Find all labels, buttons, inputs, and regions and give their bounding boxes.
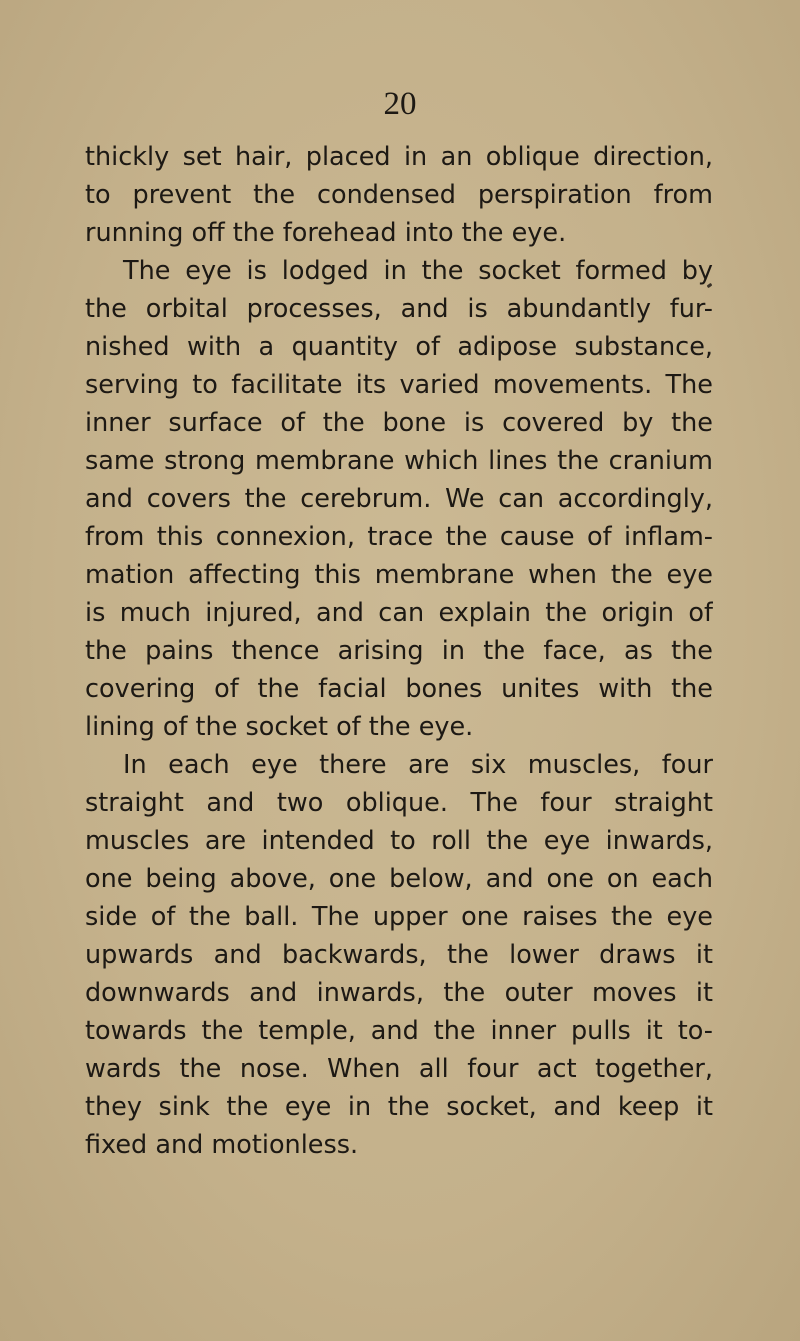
body-text [85, 138, 713, 1164]
text-line: inner surface of the bone is covered by the [85, 408, 713, 438]
text-line: The eye is lodged in the socket formed by [123, 256, 713, 286]
text-line: thickly set hair, placed in an oblique direction, [85, 142, 713, 172]
text-line: straight and two oblique. The four straight [85, 788, 713, 818]
text-line: running off the forehead into the eye. [85, 218, 567, 248]
text-line: downwards and inwards, the outer moves it [85, 978, 713, 1008]
text-line: fixed and motionless. [85, 1130, 359, 1160]
text-line: side of the ball. The upper one raises the eye [85, 902, 713, 932]
text-line: muscles are intended to roll the eye inwards, [85, 826, 713, 856]
text-line: the pains thence arising in the face, as the [85, 636, 713, 666]
page-number: 20 [383, 86, 417, 122]
text-line: they sink the eye in the socket, and keep it [85, 1092, 713, 1122]
text-line: upwards and backwards, the lower draws it [85, 940, 713, 970]
text-line: nished with a quantity of adipose substance, [85, 332, 713, 362]
text-line: wards the nose. When all four act together, [85, 1054, 713, 1084]
text-line: one being above, one below, and one on each [85, 864, 713, 894]
text-line: to prevent the condensed perspiration from [85, 180, 713, 210]
text-line: from this connexion, trace the cause of inflam- [85, 522, 713, 552]
text-line: covering of the facial bones unites with the [85, 674, 713, 704]
text-line: same strong membrane which lines the cranium [85, 446, 713, 476]
text-line: and covers the cerebrum. We can accordingly, [85, 484, 713, 514]
text-line: is much injured, and can explain the origin of [85, 598, 713, 628]
text-line: mation affecting this membrane when the eye [85, 560, 713, 590]
text-line: In each eye there are six muscles, four [123, 750, 713, 780]
text-line: serving to facilitate its varied movements. The [85, 370, 713, 400]
text-line: the orbital processes, and is abundantly fur- [85, 294, 713, 324]
text-line: lining of the socket of the eye. [85, 712, 474, 742]
text-line: towards the temple, and the inner pulls it to- [85, 1016, 713, 1046]
